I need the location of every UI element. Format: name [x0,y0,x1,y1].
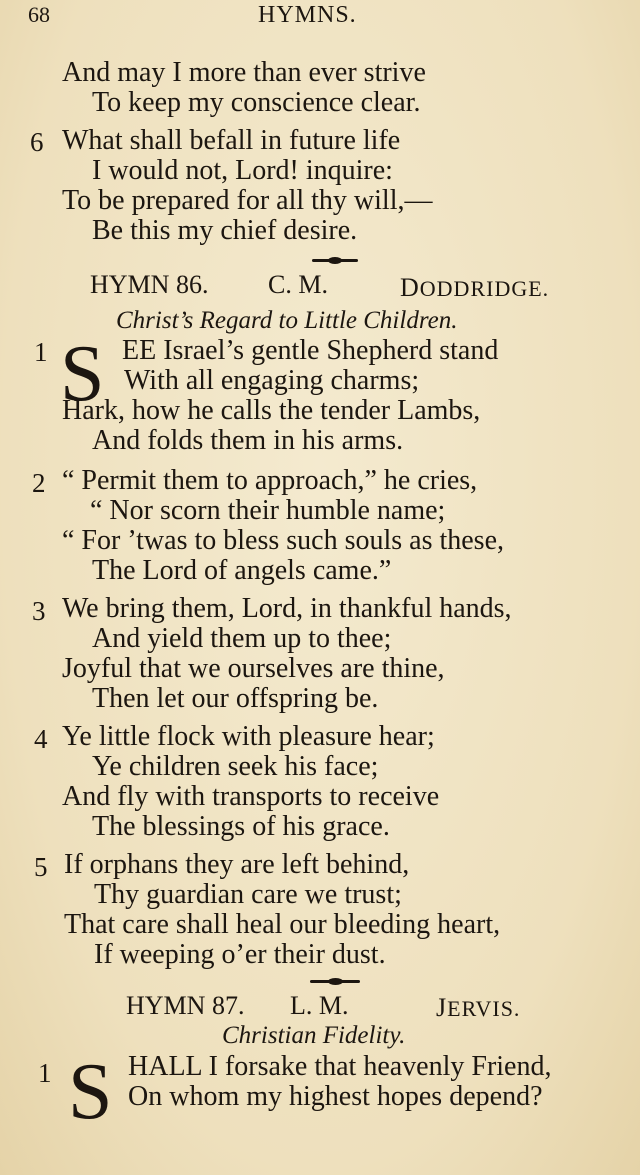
verse-number: 3 [32,596,46,626]
hymn-87-author [436,993,520,1023]
verse-line: Thy guardian care we trust; [94,879,402,910]
verse-line: If weeping o’er their dust. [94,939,386,970]
section-divider [310,980,360,983]
verse-line: We bring them, Lord, in thankful hands, [62,593,512,624]
verse-line: Then let our offspring be. [92,683,379,714]
verse-line: “ Nor scorn their humble name; [90,495,446,526]
verse-line: “ For ’twas to bless such souls as these, [62,525,504,556]
hymn-87-subtitle: Christian Fidelity. [222,1022,406,1049]
running-title: HYMNS. [258,2,357,28]
verse-number: 5 [34,852,48,882]
hymn-86-number: HYMN 86. [90,270,209,299]
verse-line: And fly with transports to receive [62,781,440,812]
hymn-86-author [400,273,549,303]
author-rest: ODDRIDGE. [419,276,550,301]
verse-line: The Lord of angels came.” [92,555,392,586]
section-divider [312,259,358,262]
verse-line: To be prepared for all thy will,— [62,185,433,216]
author-initial: D [400,273,420,302]
hymn-86-meter: C. M. [268,270,328,299]
verse-line: And folds them in his arms. [92,425,404,456]
verse-line: Joyful that we ourselves are thine, [62,653,445,684]
author-rest: ERVIS. [447,996,521,1021]
verse-line: Ye children seek his face; [92,751,379,782]
page-number: 68 [28,2,50,27]
verse-line: Hark, how he calls the tender Lambs, [62,395,481,426]
verse-line: And yield them up to thee; [92,623,392,654]
verse-line: “ Permit them to approach,” he cries, [62,465,478,496]
verse-line: To keep my conscience clear. [92,87,421,118]
verse-line: What shall befall in future life [62,125,401,156]
verse-number: 2 [32,468,46,498]
verse-line: HALL I forsake that heavenly Friend, [128,1051,552,1082]
author-initial: J [436,993,448,1022]
verse-line: On whom my highest hopes depend? [128,1081,543,1112]
verse-line: That care shall heal our bleeding heart, [64,909,501,940]
verse-line: And may I more than ever strive [62,57,426,88]
verse-line: EE Israel’s gentle Shepherd stand [122,335,499,366]
verse-line: With all engaging charms; [124,365,420,396]
verse-line: I would not, Lord! inquire: [92,155,393,186]
hymn-87-meter: L. M. [290,991,349,1020]
verse-number: 6 [30,127,44,157]
verse-line: Ye little flock with pleasure hear; [62,721,435,752]
verse-number: 1 [38,1058,52,1088]
drop-cap: S [60,330,105,418]
verse-line: The blessings of his grace. [92,811,390,842]
verse-number: 1 [34,337,48,367]
hymn-87-number: HYMN 87. [126,991,245,1020]
hymn-86-subtitle: Christ’s Regard to Little Children. [116,307,458,334]
verse-number: 4 [34,724,48,754]
verse-line: Be this my chief desire. [92,215,358,246]
drop-cap: S [68,1048,113,1136]
verse-line: If orphans they are left behind, [64,849,410,880]
